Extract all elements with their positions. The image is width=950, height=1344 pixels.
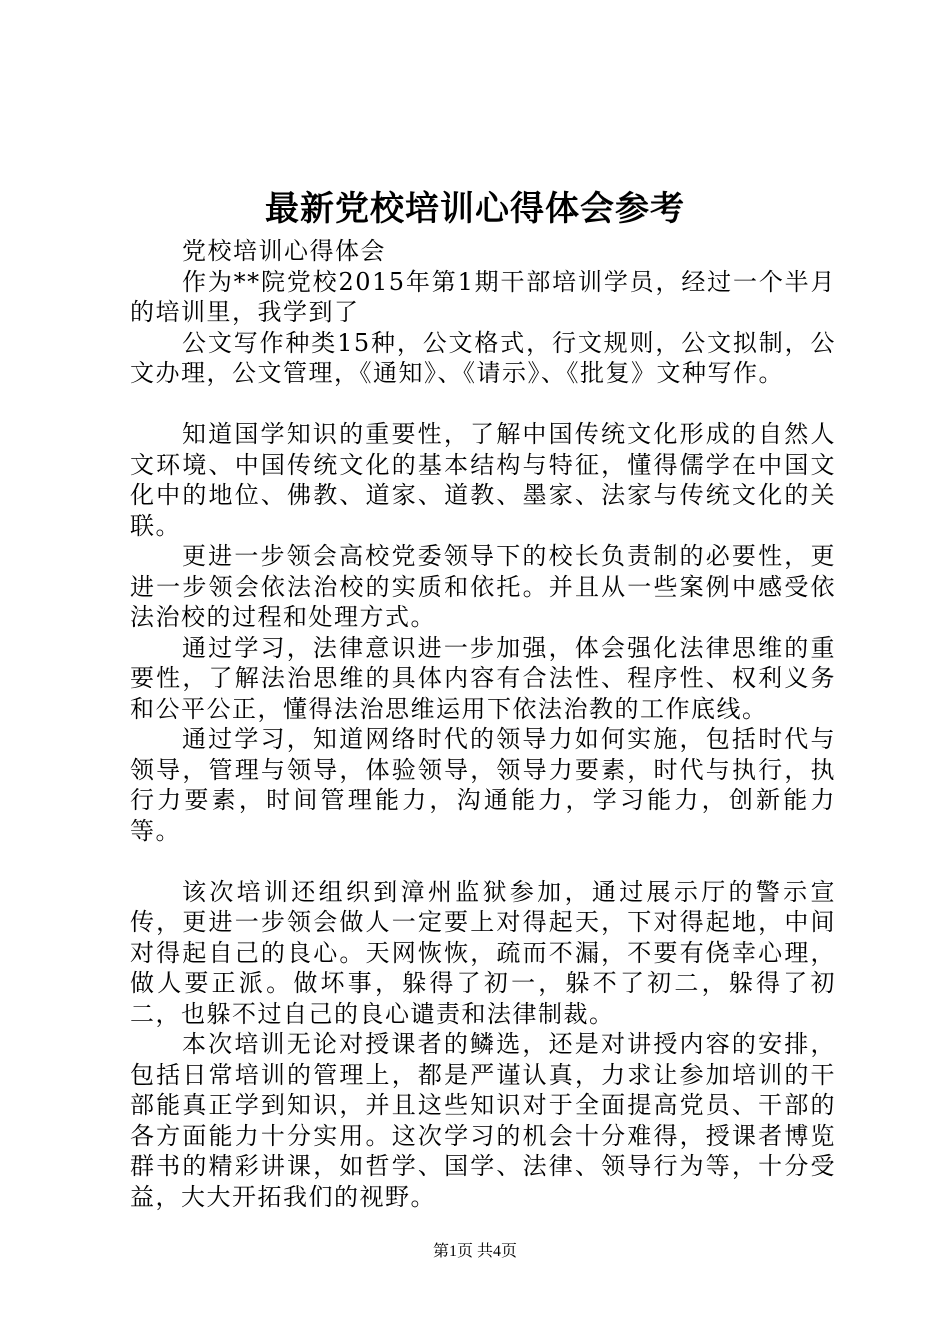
paragraph-gap bbox=[130, 846, 836, 877]
paragraph-prison-visit: 该次培训还组织到漳州监狱参加，通过展示厅的警示宣传，更进一步领会做人一定要上对得起天，下对得起地，中间对得起自己的良心。天网恢恢，疏而不漏，不要有侥幸心理，做人要正派。做坏事，躲得了初一，躲不了初二，躲得了初二，也躲不过自己的良心谴责和法律制裁。 bbox=[130, 877, 836, 1028]
paragraph-official-writing: 公文写作种类15种，公文格式，行文规则，公文拟制，公文办理，公文管理，《通知》、《请示》、《批复》文种写作。 bbox=[130, 328, 836, 387]
paragraph-sinology: 知道国学知识的重要性，了解中国传统文化形成的自然人文环境、中国传统文化的基本结构与特征，懂得儒学在中国文化中的地位、佛教、道家、道教、墨家、法家与传统文化的关联。 bbox=[130, 420, 836, 540]
paragraph-leadership: 通过学习，知道网络时代的领导力如何实施，包括时代与领导，管理与领导，体验领导，领导力要素，时代与执行，执行力要素，时间管理能力，沟通能力，学习能力，创新能力等。 bbox=[130, 725, 836, 845]
paragraph-subtitle: 党校培训心得体会 bbox=[182, 237, 386, 265]
document-title: 最新党校培训心得体会参考 bbox=[265, 189, 685, 229]
page-number: 第1页 共4页 bbox=[432, 1243, 517, 1260]
paragraph-conclusion: 本次培训无论对授课者的鳞选，还是对讲授内容的安排，包括日常培训的管理上，都是严谨认真，力求让参加培训的干部能真正学到知识，并且这些知识对于全面提高党员、干部的各方面能力十分实用。这次学习的机会十分难得，授课者博览群书的精彩讲课，如哲学、国学、法律、领导行为等，十分受益，大大开拓我们的视野。 bbox=[130, 1030, 836, 1211]
document-body bbox=[130, 236, 836, 1212]
paragraph-intro: 作为**院党校2015年第1期干部培训学员，经过一个半月的培训里，我学到了 bbox=[130, 267, 836, 326]
paragraph-legal-awareness: 通过学习，法律意识进一步加强，体会强化法律思维的重要性，了解法治思维的具体内容有合法性、程序性、权利义务和公平公正，懂得法治思维运用下依法治教的工作底线。 bbox=[130, 633, 836, 723]
paragraph-gap bbox=[130, 389, 836, 420]
paragraph-governance: 更进一步领会高校党委领导下的校长负责制的必要性，更进一步领会依法治校的实质和依托。并且从一些案例中感受依法治校的过程和处理方式。 bbox=[130, 542, 836, 631]
